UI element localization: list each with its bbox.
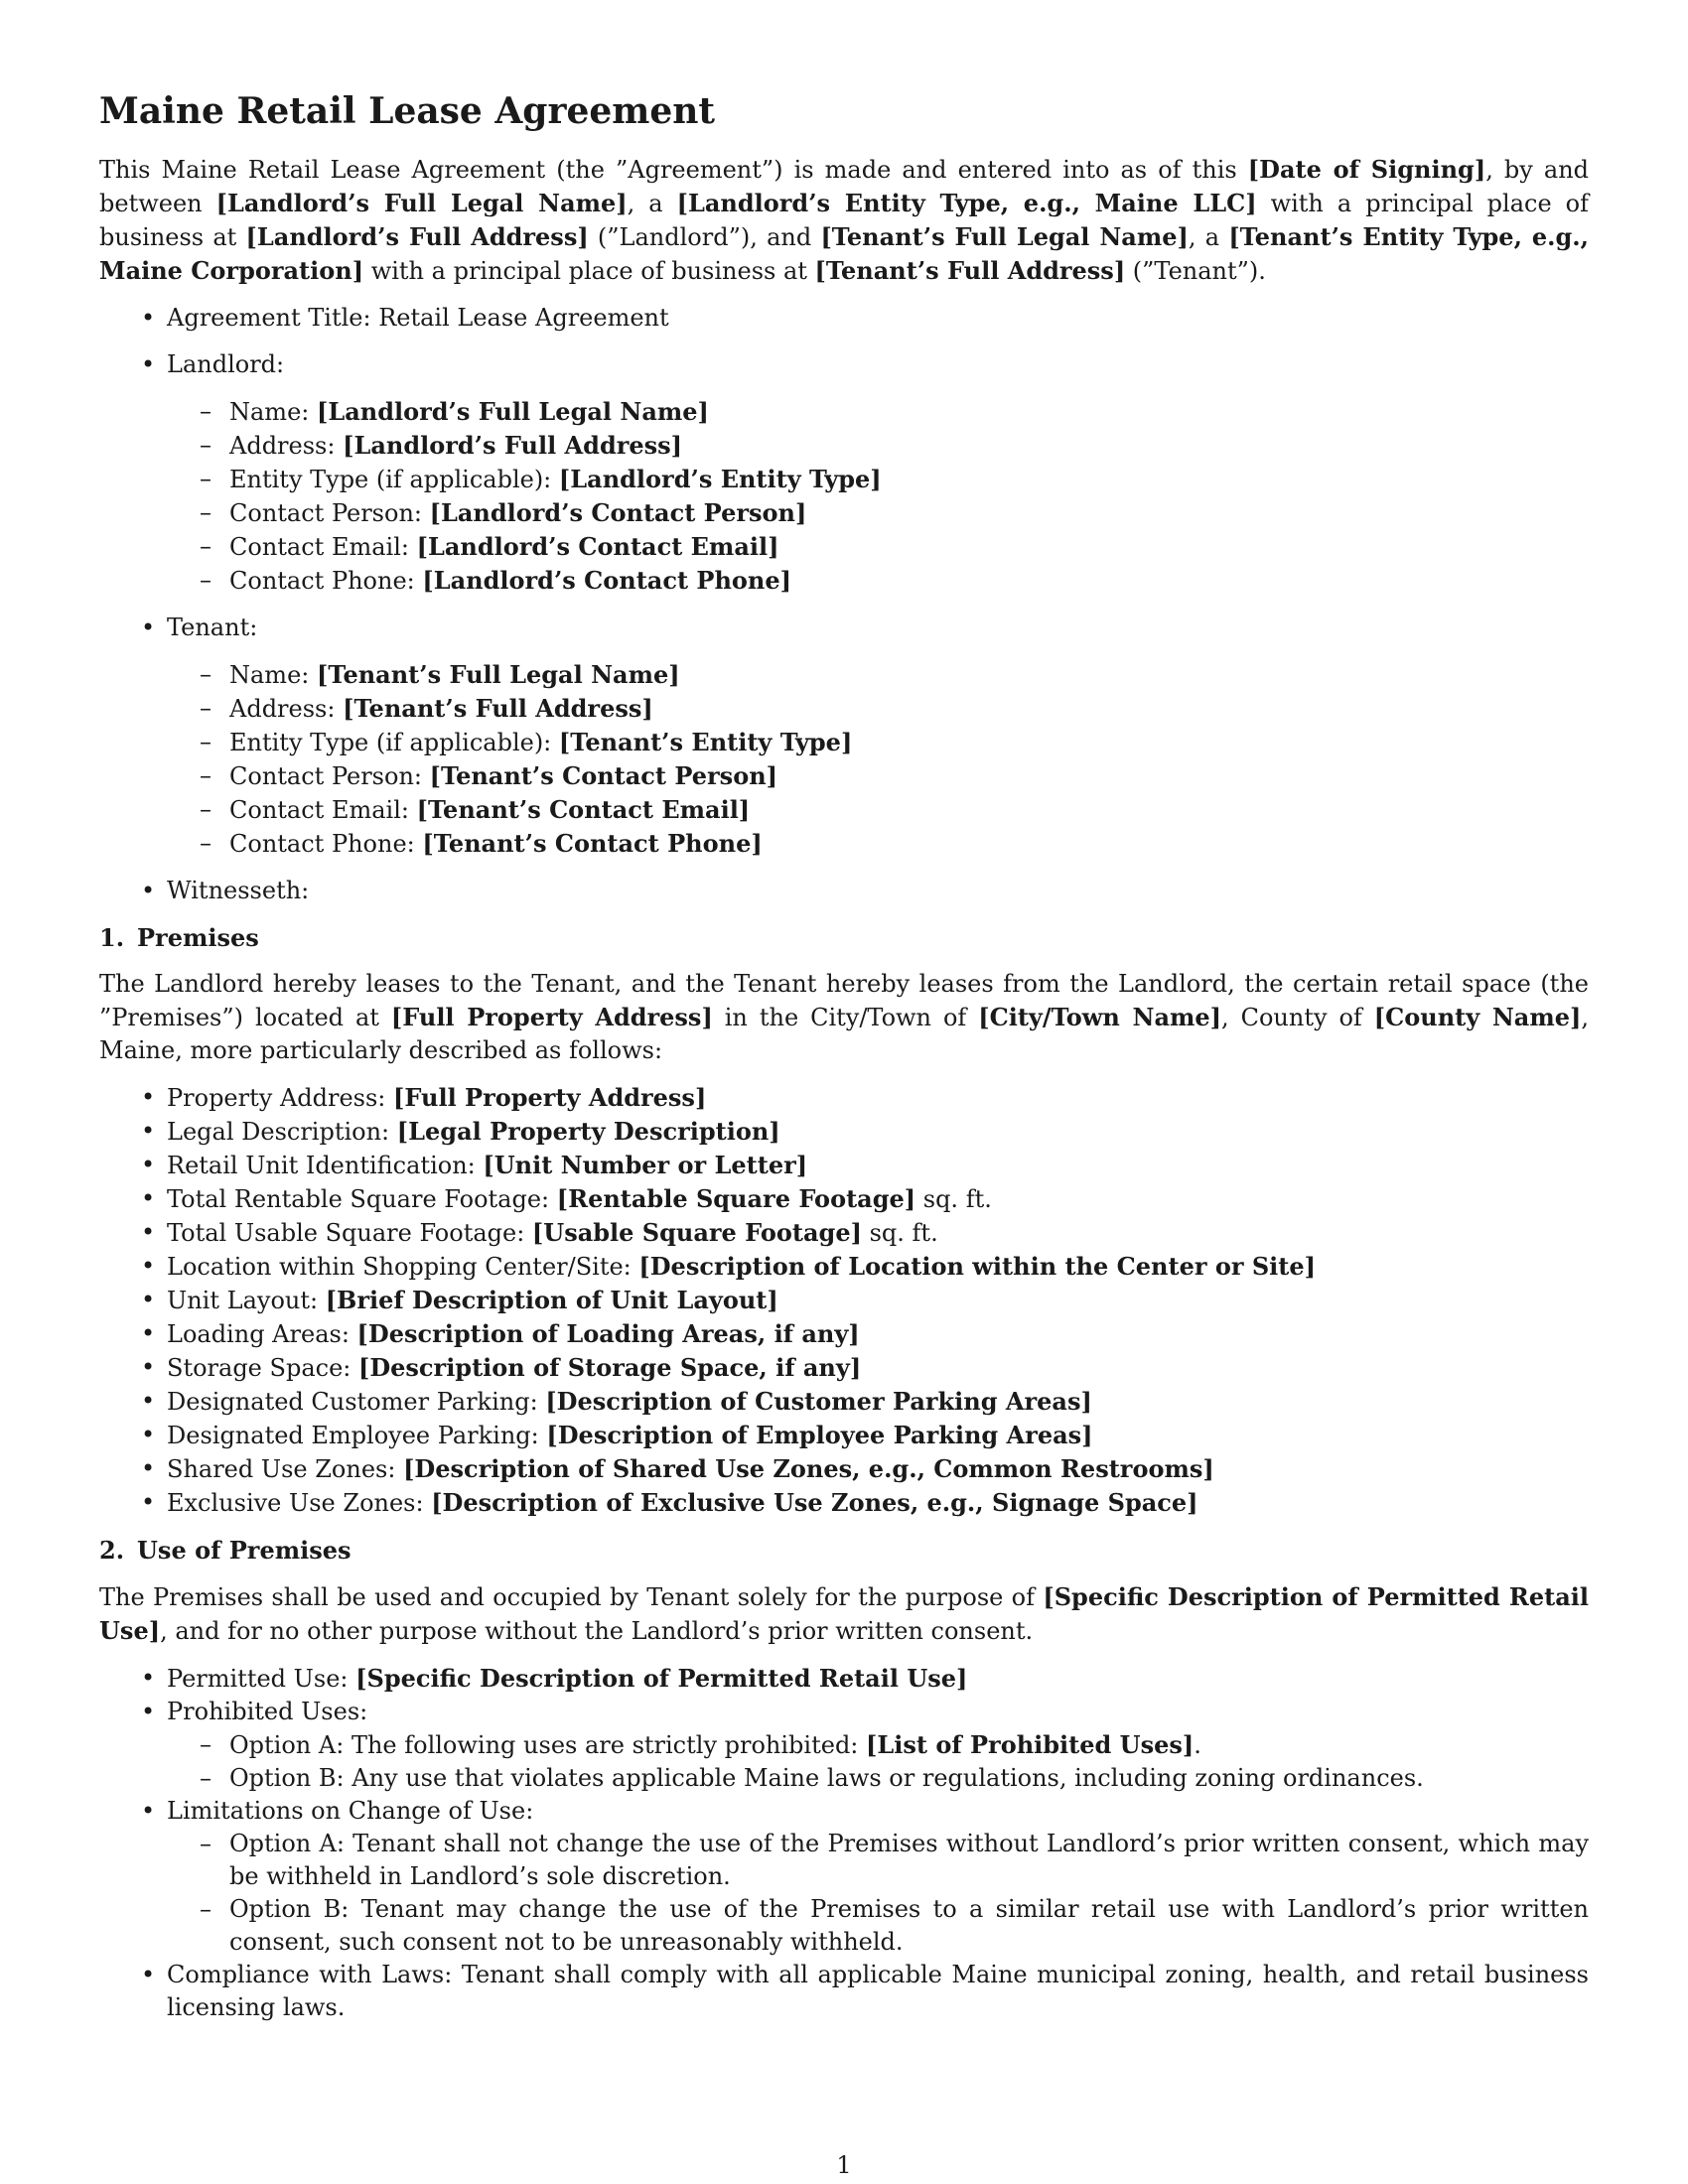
- intro-text: with a principal place of business at: [99, 190, 1589, 251]
- item-label: Total Usable Square Footage:: [167, 1219, 532, 1247]
- item-value: [Brief Description of Unit Layout]: [325, 1286, 778, 1314]
- premises-item: [99, 1351, 1589, 1385]
- document-title: Maine Retail Lease Agreement: [99, 90, 716, 132]
- placeholder-city-town: [City/Town Name]: [978, 1003, 1222, 1031]
- intro-paragraph: [99, 153, 1589, 288]
- list-item-agreement-title: • Agreement Title: Retail Lease Agreement: [99, 302, 1589, 335]
- premises-item: [99, 1182, 1589, 1216]
- limitation-option-b: – Option B: Tenant may change the use of the Premises to a similar retail use with Landlord’s prior written consent, such consent not to be unreasonably withheld.: [99, 1893, 1589, 1959]
- landlord-detail-item: [99, 564, 1589, 598]
- detail-label: Name:: [229, 398, 317, 426]
- option-text: .: [1194, 1731, 1201, 1759]
- item-suffix: sq. ft.: [915, 1185, 992, 1213]
- placeholder-tenant-entity: [Tenant’s Entity Type, e.g., Maine Corporation]: [99, 222, 1590, 285]
- detail-value: [Tenant’s Contact Email]: [416, 795, 751, 824]
- detail-label: Contact Email:: [229, 796, 417, 824]
- item-label: Permitted Use:: [167, 1665, 356, 1693]
- prohibited-option-a: [99, 1728, 1589, 1762]
- premises-text: , Maine, more particularly described as follows:: [99, 1004, 1589, 1064]
- premises-item: [99, 1317, 1589, 1351]
- intro-text: This Maine Retail Lease Agreement (the ”Agreement”) is made and entered into as of this: [99, 156, 1248, 184]
- tenant-list: [99, 612, 1589, 644]
- item-label: Unit Layout:: [167, 1287, 326, 1314]
- use-text: , and for no other purpose without the Landlord’s prior written consent.: [160, 1617, 1034, 1645]
- prohibited-options: [99, 1728, 1589, 1795]
- item-value: [Legal Property Description]: [396, 1117, 780, 1146]
- premises-item: [99, 1115, 1589, 1149]
- tenant-detail-item: [99, 793, 1589, 827]
- landlord-list: [99, 348, 1589, 381]
- landlord-details: [99, 395, 1589, 598]
- item-value: [Description of Shared Use Zones, e.g., Common Restrooms]: [403, 1454, 1214, 1483]
- item-label: Designated Customer Parking:: [167, 1388, 546, 1416]
- item-value: [Full Property Address]: [393, 1083, 707, 1112]
- section-title: Premises: [137, 923, 259, 952]
- item-value: [Description of Location within the Center or Site]: [638, 1252, 1316, 1281]
- placeholder-landlord-entity: [Landlord’s Entity Type, e.g., Maine LLC]: [676, 189, 1257, 217]
- item-label: Prohibited Uses:: [167, 1698, 368, 1725]
- intro-text: (”Tenant”).: [1125, 257, 1266, 285]
- detail-label: Address:: [229, 695, 344, 723]
- premises-item: [99, 1250, 1589, 1284]
- compliance-list: [99, 1959, 1589, 2024]
- premises-item: [99, 1149, 1589, 1182]
- parties-list: [99, 302, 1589, 335]
- item-value: [Specific Description of Permitted Retail Use]: [355, 1664, 968, 1693]
- item-label: Retail Unit Identification:: [167, 1152, 484, 1179]
- item-value: [Description of Exclusive Use Zones, e.g., Signage Space]: [431, 1488, 1198, 1517]
- tenant-detail-item: [99, 658, 1589, 692]
- list-item-landlord: [99, 348, 1589, 381]
- intro-text: , a: [1188, 223, 1229, 251]
- detail-label: Entity Type (if applicable):: [229, 729, 559, 756]
- compliance-item: • Compliance with Laws: Tenant shall comply with all applicable Maine municipal zoning, health, and retail business licensing laws.: [99, 1959, 1589, 2024]
- item-label: Designated Employee Parking:: [167, 1422, 547, 1449]
- premises-text: The Landlord hereby leases to the Tenant, and the Tenant hereby leases from the Landlord, the certain retail space (the ”Premises”) located at: [99, 970, 1589, 1031]
- section-number: 1.: [99, 923, 125, 952]
- detail-value: [Landlord’s Contact Email]: [416, 532, 779, 561]
- premises-item: [99, 1419, 1589, 1452]
- premises-item: [99, 1452, 1589, 1486]
- premises-details: [99, 1081, 1589, 1520]
- detail-label: Address:: [229, 432, 344, 460]
- limitations-item: • Limitations on Change of Use:: [99, 1795, 1589, 1828]
- list-item-witnesseth: • Witnesseth:: [99, 875, 1589, 907]
- use-text: The Premises shall be used and occupied by Tenant solely for the purpose of: [99, 1583, 1044, 1611]
- section-title: Use of Premises: [137, 1536, 352, 1565]
- intro-text: (”Landlord”), and: [588, 223, 821, 251]
- premises-item: [99, 1385, 1589, 1419]
- item-value: [Usable Square Footage]: [531, 1218, 862, 1247]
- detail-value: [Landlord’s Contact Person]: [429, 498, 807, 527]
- limitations-options: [99, 1828, 1589, 1959]
- use-details: [99, 1662, 1589, 1728]
- option-text: Option A: The following uses are strictly prohibited:: [229, 1731, 867, 1759]
- landlord-heading: Landlord:: [167, 350, 285, 378]
- section-number: 2.: [99, 1536, 125, 1565]
- landlord-detail-item: [99, 530, 1589, 564]
- intro-text: with a principal place of business at: [363, 257, 815, 285]
- limitations-list: [99, 1795, 1589, 1828]
- item-label: Total Rentable Square Footage:: [167, 1185, 557, 1213]
- premises-item: [99, 1216, 1589, 1250]
- tenant-heading: Tenant:: [167, 614, 258, 641]
- intro-text: , a: [627, 190, 677, 217]
- item-label: Legal Description:: [167, 1118, 397, 1146]
- premises-item: [99, 1081, 1589, 1115]
- placeholder-property-address: [Full Property Address]: [390, 1003, 713, 1031]
- permitted-use-item: [99, 1662, 1589, 1696]
- premises-paragraph: [99, 968, 1589, 1067]
- landlord-detail-item: [99, 496, 1589, 530]
- detail-value: [Landlord’s Entity Type]: [558, 465, 882, 493]
- premises-text: , County of: [1221, 1004, 1374, 1031]
- item-suffix: sq. ft.: [861, 1219, 938, 1247]
- placeholder-landlord-name: [Landlord’s Full Legal Name]: [215, 189, 628, 217]
- premises-item: [99, 1284, 1589, 1317]
- detail-value: [Tenant’s Entity Type]: [558, 728, 853, 756]
- item-label: Exclusive Use Zones:: [167, 1489, 432, 1517]
- tenant-detail-item: [99, 692, 1589, 726]
- landlord-detail-item: [99, 429, 1589, 463]
- item-value: [Description of Loading Areas, if any]: [356, 1319, 860, 1348]
- item-value: [Description of Storage Space, if any]: [357, 1353, 862, 1382]
- detail-value: [Landlord’s Contact Phone]: [422, 566, 791, 595]
- item-value: [Unit Number or Letter]: [483, 1151, 808, 1179]
- detail-value: [Tenant’s Full Legal Name]: [316, 660, 680, 689]
- use-paragraph: [99, 1580, 1589, 1648]
- landlord-detail-item: [99, 463, 1589, 496]
- tenant-details: [99, 658, 1589, 861]
- document-page: [99, 87, 1589, 2172]
- tenant-detail-item: [99, 759, 1589, 793]
- item-value: [Description of Employee Parking Areas]: [546, 1421, 1093, 1449]
- detail-value: [Tenant’s Contact Phone]: [422, 829, 763, 858]
- detail-value: [Landlord’s Full Legal Name]: [316, 397, 709, 426]
- witnesseth-list: [99, 875, 1589, 907]
- item-label: Location within Shopping Center/Site:: [167, 1253, 639, 1281]
- detail-value: [Tenant’s Full Address]: [343, 694, 653, 723]
- detail-label: Contact Person:: [229, 499, 430, 527]
- placeholder-tenant-name: [Tenant’s Full Legal Name]: [820, 222, 1189, 251]
- item-value: [Description of Customer Parking Areas]: [545, 1387, 1092, 1416]
- detail-value: [Landlord’s Full Address]: [343, 431, 683, 460]
- detail-label: Entity Type (if applicable):: [229, 466, 559, 493]
- item-label: Shared Use Zones:: [167, 1455, 404, 1483]
- placeholder-tenant-address: [Tenant’s Full Address]: [814, 256, 1126, 285]
- section-heading-premises: [99, 921, 1589, 954]
- premises-text: in the City/Town of: [712, 1004, 979, 1031]
- limitation-option-a: – Option A: Tenant shall not change the use of the Premises without Landlord’s prior written consent, which may be withheld in Landlord’s sole discretion.: [99, 1828, 1589, 1893]
- placeholder-county: [County Name]: [1373, 1003, 1582, 1031]
- detail-label: Contact Person:: [229, 762, 430, 790]
- section-heading-use-of-premises: [99, 1534, 1589, 1567]
- option-value: [List of Prohibited Uses]: [866, 1730, 1195, 1759]
- placeholder-permitted-use: [Specific Description of Permitted Retail Use]: [99, 1582, 1589, 1645]
- tenant-detail-item: [99, 726, 1589, 759]
- intro-text: , by and between: [99, 156, 1590, 217]
- placeholder-landlord-address: [Landlord’s Full Address]: [245, 222, 589, 251]
- item-value: [Rentable Square Footage]: [556, 1184, 916, 1213]
- list-item-tenant: [99, 612, 1589, 644]
- tenant-detail-item: [99, 827, 1589, 861]
- placeholder-date-of-signing: [Date of Signing]: [1247, 155, 1486, 184]
- prohibited-uses-item: [99, 1696, 1589, 1728]
- page-number: 1: [836, 2151, 852, 2179]
- item-label: Storage Space:: [167, 1354, 358, 1382]
- premises-item: [99, 1486, 1589, 1520]
- detail-label: Contact Email:: [229, 533, 417, 561]
- item-label: Loading Areas:: [167, 1320, 357, 1348]
- landlord-detail-item: [99, 395, 1589, 429]
- detail-label: Contact Phone:: [229, 567, 423, 595]
- item-label: Property Address:: [167, 1084, 394, 1112]
- detail-value: [Tenant’s Contact Person]: [429, 761, 778, 790]
- detail-label: Name:: [229, 661, 317, 689]
- prohibited-option-b: – Option B: Any use that violates applicable Maine laws or regulations, including zoning ordinances.: [99, 1762, 1589, 1795]
- detail-label: Contact Phone:: [229, 830, 423, 858]
